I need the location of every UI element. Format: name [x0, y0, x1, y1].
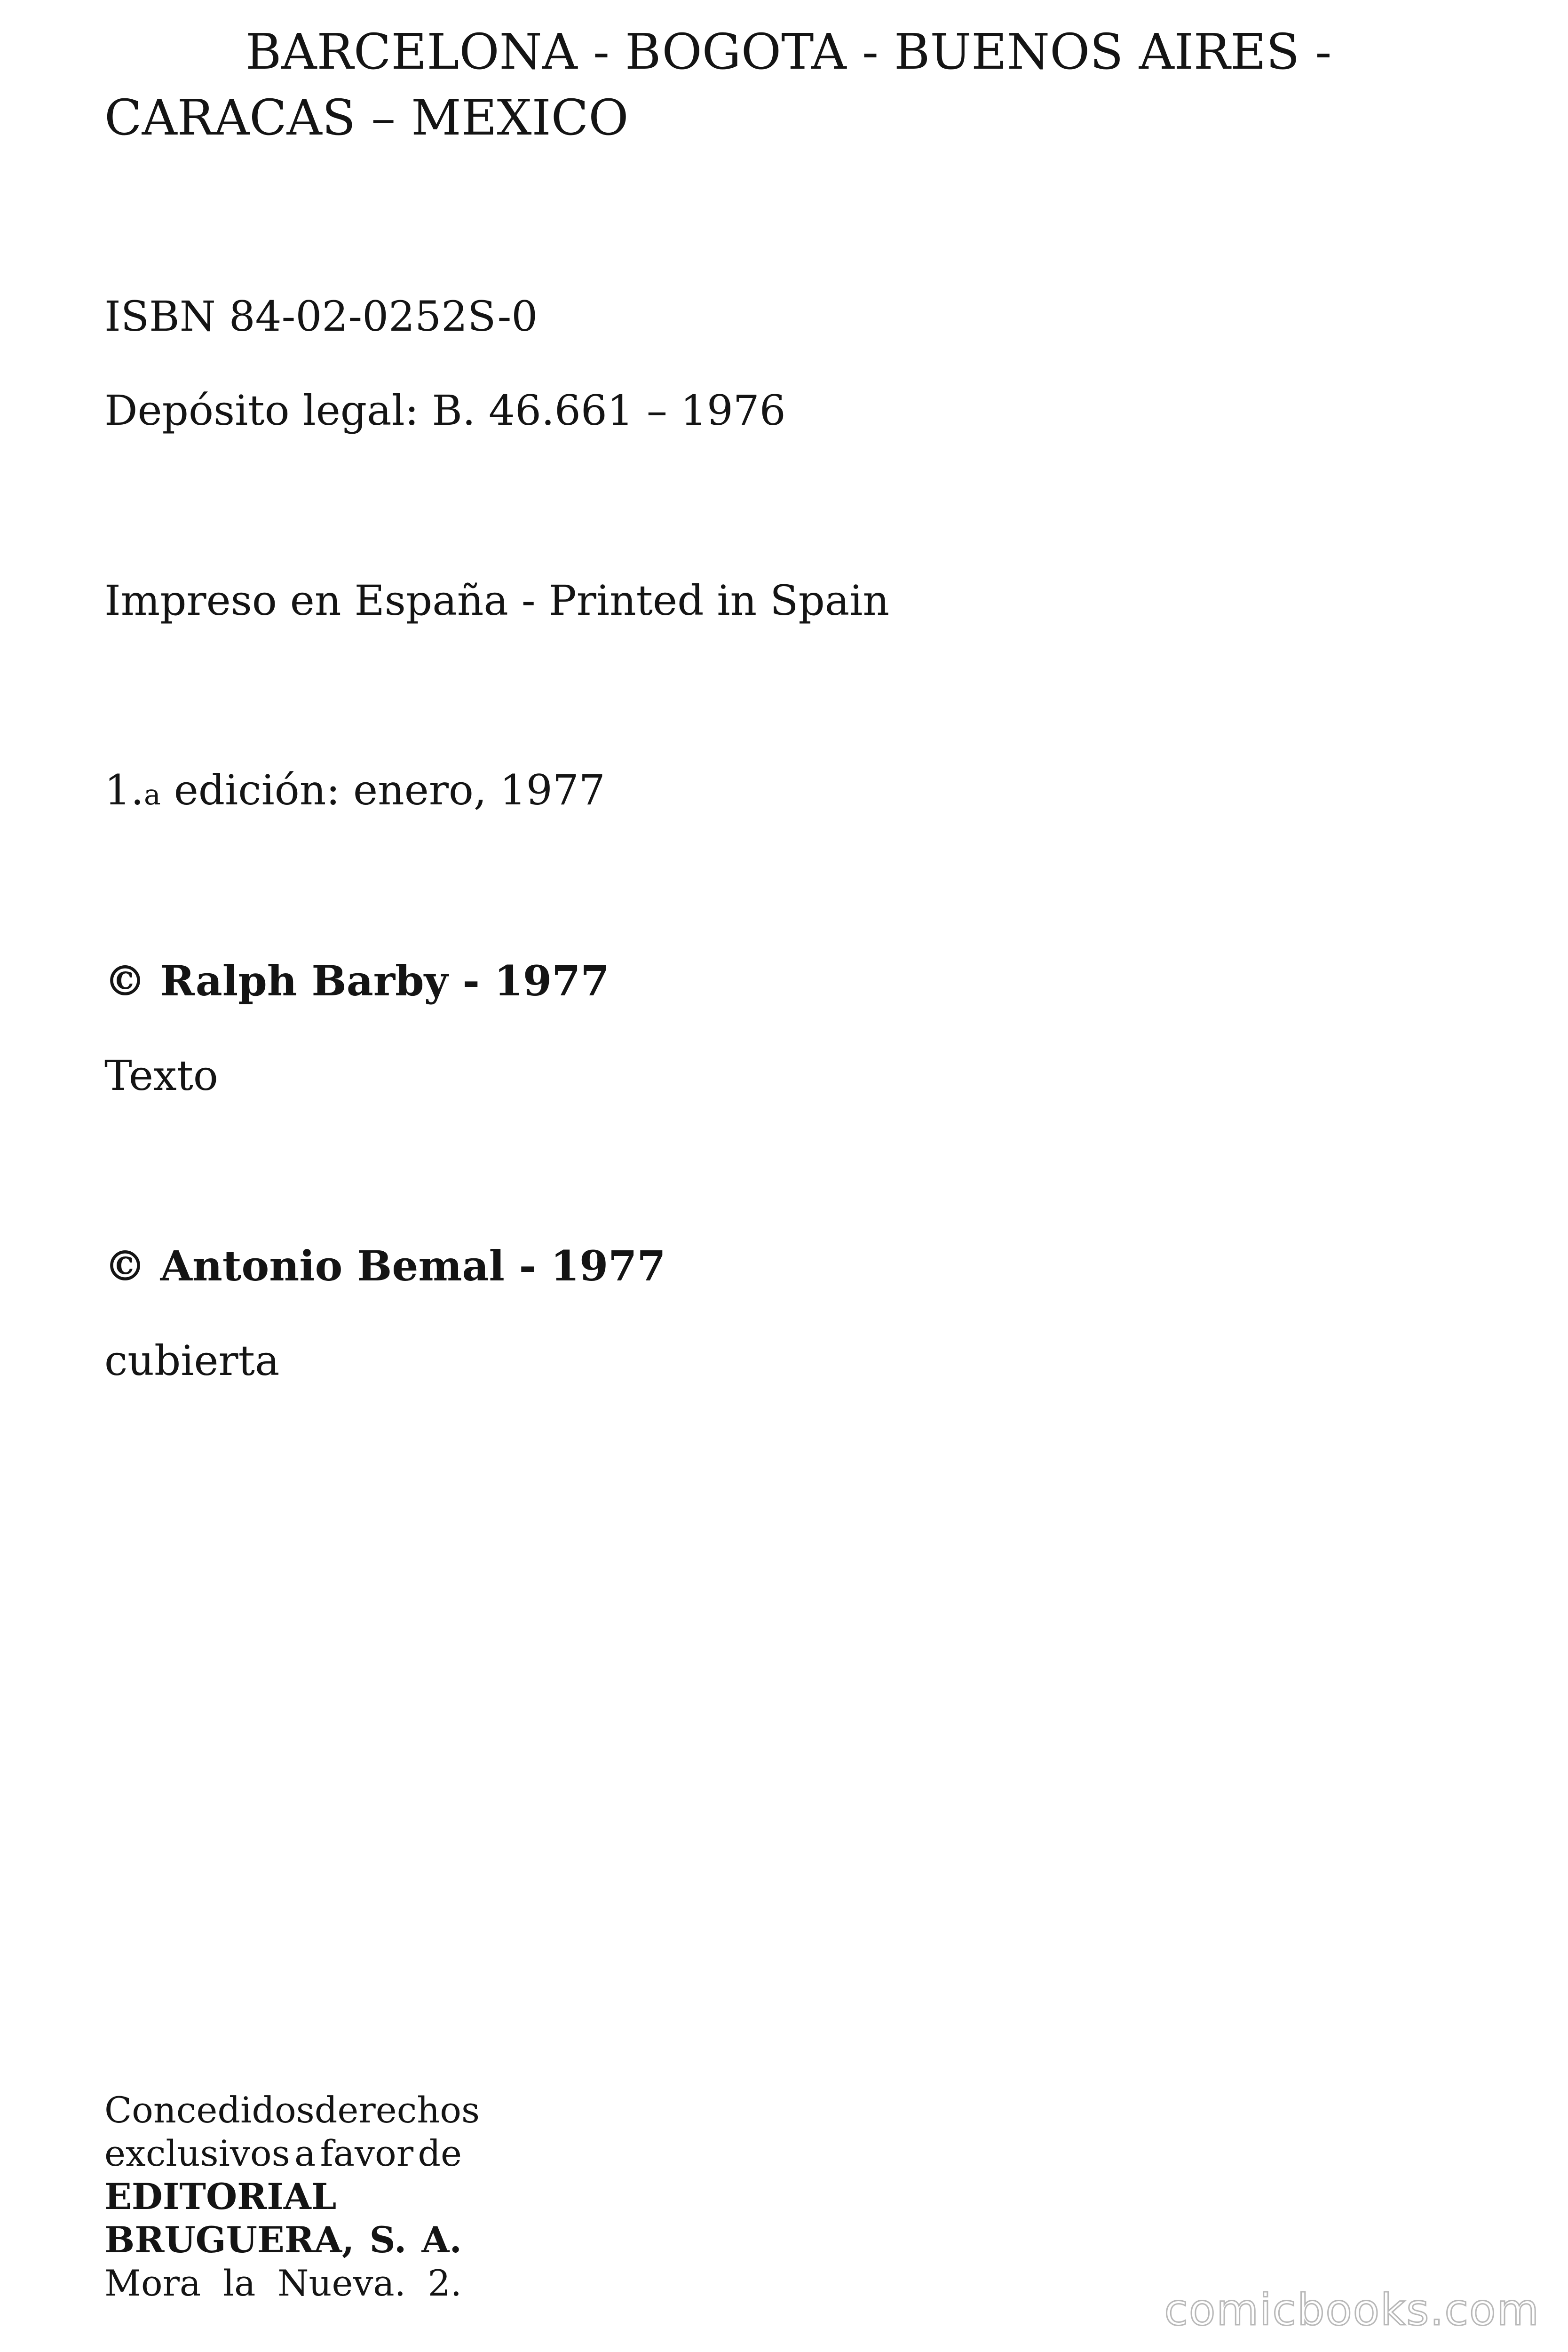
- publisher-name-2: BRUGUERA,: [104, 2219, 355, 2261]
- credit-role-text: Texto: [104, 1051, 218, 1100]
- cities-line-2: CARACAS – MEXICO: [104, 89, 629, 146]
- rights-word: a: [294, 2132, 316, 2174]
- edition-number: 1.: [104, 766, 144, 814]
- watermark-logo: comicbooks.com: [1164, 2285, 1540, 2335]
- address-word: la: [222, 2262, 256, 2304]
- publisher-name-4: A.: [421, 2219, 462, 2261]
- publisher-name-3: S.: [369, 2219, 407, 2261]
- edition-date: edición: enero, 1977: [160, 766, 605, 814]
- rights-notice: [104, 2089, 480, 2305]
- address-word: Nueva.: [277, 2262, 406, 2304]
- rights-row-5: [104, 2262, 462, 2305]
- rights-word: de: [418, 2132, 462, 2174]
- copyright-cover-artist: © Antonio Bemal - 1977: [104, 1241, 666, 1290]
- rights-word: favor: [320, 2132, 414, 2174]
- edition-superscript: a: [143, 779, 161, 811]
- rights-word: derechos: [314, 2089, 480, 2131]
- rights-row-1: [104, 2089, 480, 2132]
- copyright-author: © Ralph Barby - 1977: [104, 956, 610, 1005]
- deposito-legal-text: Depósito legal: B. 46.661 – 1976: [104, 386, 786, 435]
- address-word: 2.: [428, 2262, 462, 2304]
- credit-role-cover: cubierta: [104, 1336, 280, 1385]
- address-word: Mora: [104, 2262, 201, 2304]
- rights-row-3: [104, 2175, 462, 2218]
- printed-in-text: Impreso en España - Printed in Spain: [104, 576, 890, 625]
- rights-word: exclusivos: [104, 2132, 290, 2174]
- rights-word: Concedidos: [104, 2089, 315, 2131]
- cities-heading: [104, 19, 1468, 151]
- publisher-name-1: EDITORIAL: [104, 2176, 337, 2217]
- cities-line-1: BARCELONA - BOGOTA - BUENOS AIRES -: [245, 23, 1332, 80]
- edition-text: [104, 764, 605, 821]
- rights-row-4: [104, 2218, 462, 2262]
- rights-row-2: [104, 2132, 462, 2175]
- isbn-text: ISBN 84-02-0252S-0: [104, 292, 538, 341]
